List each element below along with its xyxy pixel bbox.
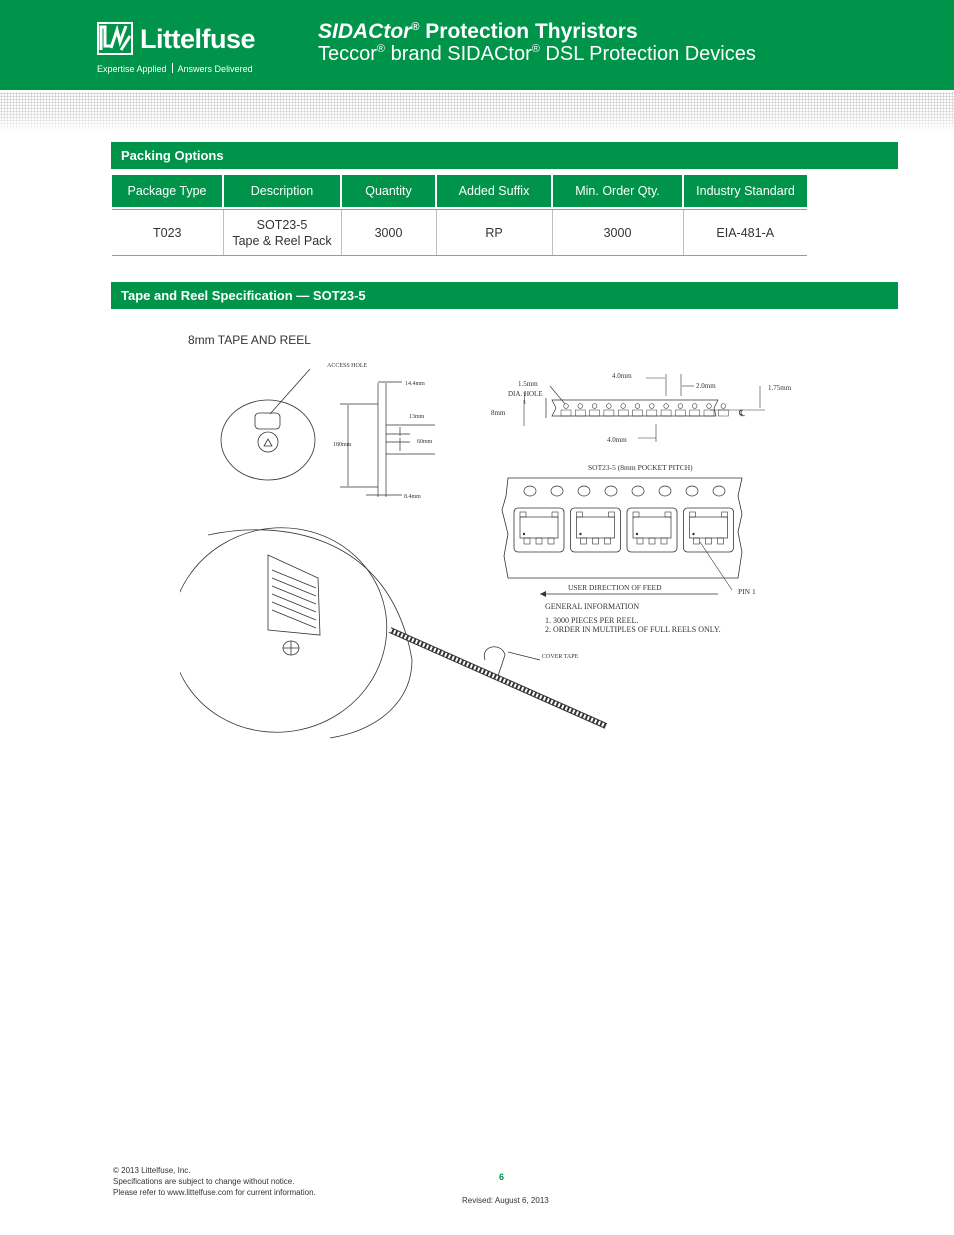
littelfuse-logo (97, 22, 256, 74)
revised-date: Revised: August 6, 2013 (462, 1196, 549, 1205)
tape-pocket-mark (604, 410, 614, 416)
notice-text: Specifications are subject to change without notice. (113, 1177, 295, 1186)
subtitle-part: DSL Protection Devices (539, 43, 756, 65)
table-row (112, 210, 807, 256)
component-lead (690, 512, 696, 517)
component-lead (661, 538, 667, 544)
pocket-pitch-label: SOT23-5 (8mm POCKET PITCH) (588, 463, 693, 472)
tape-reel-heading (111, 282, 898, 309)
component-lead (524, 538, 530, 544)
pocket-sprocket-hole (578, 486, 590, 496)
sprocket-hole (721, 404, 726, 409)
component-lead (520, 512, 526, 517)
pocket-sprocket-hole (524, 486, 536, 496)
feed-direction-label: USER DIRECTION OF FEED (568, 583, 662, 592)
carrier-tape-top-view (546, 398, 718, 418)
sprocket-hole (635, 404, 640, 409)
tape-pocket-mark (647, 410, 657, 416)
feed-arrow-head (540, 591, 546, 597)
component-body (690, 517, 728, 538)
cell-quantity: 3000 (341, 210, 436, 256)
component-lead (637, 538, 643, 544)
packing-options-heading (111, 142, 898, 169)
copyright-text: © 2013 Littelfuse, Inc. (113, 1166, 191, 1175)
sprocket-hole (592, 404, 597, 409)
component-lead (552, 512, 558, 517)
column-header: Min. Order Qty. (552, 175, 683, 207)
component-lead (577, 512, 583, 517)
centerline-symbol: ℄ (739, 408, 745, 418)
column-header: Description (223, 175, 341, 207)
sprocket-hole (678, 404, 683, 409)
footer-copyright (113, 1165, 316, 1198)
dim-4-0-bottom-label: 4.0mm (607, 436, 627, 444)
document-title (318, 20, 638, 44)
component-lead (548, 538, 554, 544)
component-lead (649, 538, 655, 544)
sprocket-hole (578, 404, 583, 409)
section-title: Packing Options (121, 148, 224, 163)
component-lead (706, 538, 712, 544)
dim-4-0-top-label: 4.0mm (612, 372, 632, 380)
cell-standard: EIA-481-A (683, 210, 807, 256)
pin1-label: PIN 1 (738, 587, 756, 596)
cell-description (223, 210, 341, 256)
component-lead (665, 512, 671, 517)
component-lead (536, 538, 542, 544)
document-subtitle (318, 43, 756, 66)
page-number: 6 (499, 1172, 505, 1182)
tape-pocket-mark (661, 410, 671, 416)
tagline-left: Expertise Applied (97, 64, 167, 74)
dim-14-4-label: 14.4mm (405, 381, 425, 387)
tape-reel-drawing (180, 330, 800, 740)
dim-2-0-label: 2.0mm (696, 382, 716, 390)
pin1-dot (636, 533, 638, 535)
tape-dimension-lines (524, 374, 765, 442)
reg-mark: ® (376, 43, 386, 55)
tape-pocket-mark (690, 410, 700, 416)
cell-suffix: RP (436, 210, 552, 256)
pocket-sprocket-hole (713, 486, 725, 496)
component-lead (722, 512, 728, 517)
note-1: 1. 3000 PIECES PER REEL. (545, 616, 639, 625)
subtitle-part: brand SIDACtor (385, 43, 532, 65)
tape-pocket-mark (618, 410, 628, 416)
dim-1-5-label: 1.5mm (518, 380, 538, 388)
description-line: Tape & Reel Pack (232, 233, 332, 248)
cover-tape-label: COVER TAPE (542, 654, 579, 660)
pin1-dot (692, 533, 694, 535)
drawing-title: 8mm TAPE AND REEL (188, 333, 311, 347)
component-lead (581, 538, 587, 544)
cell-package-type: T023 (112, 210, 223, 256)
pocket-outline (571, 508, 621, 552)
page-header (0, 0, 954, 90)
column-header: Industry Standard (683, 175, 807, 207)
pocket-tape-outline (502, 478, 742, 578)
littelfuse-logo-icon (97, 22, 135, 56)
packing-options-table (112, 175, 807, 256)
pocket-outline (684, 508, 734, 552)
column-header: Package Type (112, 175, 223, 207)
component-lead (609, 512, 615, 517)
tape-pocket-mark (561, 410, 571, 416)
tape-pocket-mark (633, 410, 643, 416)
pocket-sprocket-hole (551, 486, 563, 496)
sprocket-hole (607, 404, 612, 409)
component-body (520, 517, 558, 538)
sprocket-hole (564, 404, 569, 409)
description-line: SOT23-5 (256, 217, 308, 232)
column-header: Added Suffix (436, 175, 552, 207)
component-body (577, 517, 615, 538)
dim-60-label: 60mm (417, 439, 433, 445)
tagline-right: Answers Delivered (177, 64, 253, 74)
sprocket-hole (707, 404, 712, 409)
sprocket-hole (650, 404, 655, 409)
pocket-sprocket-hole (659, 486, 671, 496)
component-pockets (514, 508, 734, 552)
section-title: Tape and Reel Specification — SOT23-5 (121, 288, 366, 303)
note-2: 2. ORDER IN MULTIPLES OF FULL REELS ONLY. (545, 625, 721, 634)
sprocket-hole (664, 404, 669, 409)
sprocket-hole (621, 404, 626, 409)
component-lead (593, 538, 599, 544)
component-lead (694, 538, 700, 544)
pocket-sprocket-hole (686, 486, 698, 496)
pocket-holes (524, 486, 725, 496)
brand-name: Littelfuse (140, 24, 256, 54)
sprocket-hole (692, 404, 697, 409)
pocket-outline (627, 508, 677, 552)
refer-text: Please refer to www.littelfuse.com for current information. (113, 1188, 316, 1197)
dim-1-75-label: 1.75mm (768, 384, 792, 392)
tape-pocket-mark (590, 410, 600, 416)
component-lead (718, 538, 724, 544)
dim-8-4-label: 8.4mm (404, 494, 421, 500)
title-product: SIDACtor (318, 20, 412, 43)
pin1-dot (523, 533, 525, 535)
column-header: Quantity (341, 175, 436, 207)
dotted-band-fade (0, 92, 954, 132)
pin1-dot (579, 533, 581, 535)
reel-front-view (221, 369, 315, 480)
access-hole-label: ACCESS HOLE (327, 363, 368, 369)
general-info-label: GENERAL INFORMATION (545, 602, 640, 611)
dim-13-label: 13mm (409, 414, 425, 420)
brand-tagline (97, 63, 253, 74)
tape-pocket-mark (704, 410, 714, 416)
subtitle-part: Teccor (318, 43, 377, 65)
table-header-row (112, 175, 807, 207)
component-lead (605, 538, 611, 544)
sprocket-holes (561, 404, 728, 416)
pocket-sprocket-hole (605, 486, 617, 496)
dim-180-label: 180mm (333, 442, 352, 448)
pocket-outline (514, 508, 564, 552)
reg-mark: ® (531, 43, 540, 55)
dim-8-label: 8mm (491, 409, 506, 417)
pin1-leader (700, 542, 732, 590)
component-lead (633, 512, 639, 517)
dia-hole-label: DIA. HOLE (508, 390, 543, 398)
tape-pocket-mark (718, 410, 728, 416)
tape-pocket-mark (675, 410, 685, 416)
component-body (633, 517, 671, 538)
cell-min-order: 3000 (552, 210, 683, 256)
tape-pocket-mark (575, 410, 585, 416)
title-rest: Protection Thyristors (419, 20, 638, 43)
reg-mark: ® (411, 21, 420, 33)
pocket-sprocket-hole (632, 486, 644, 496)
